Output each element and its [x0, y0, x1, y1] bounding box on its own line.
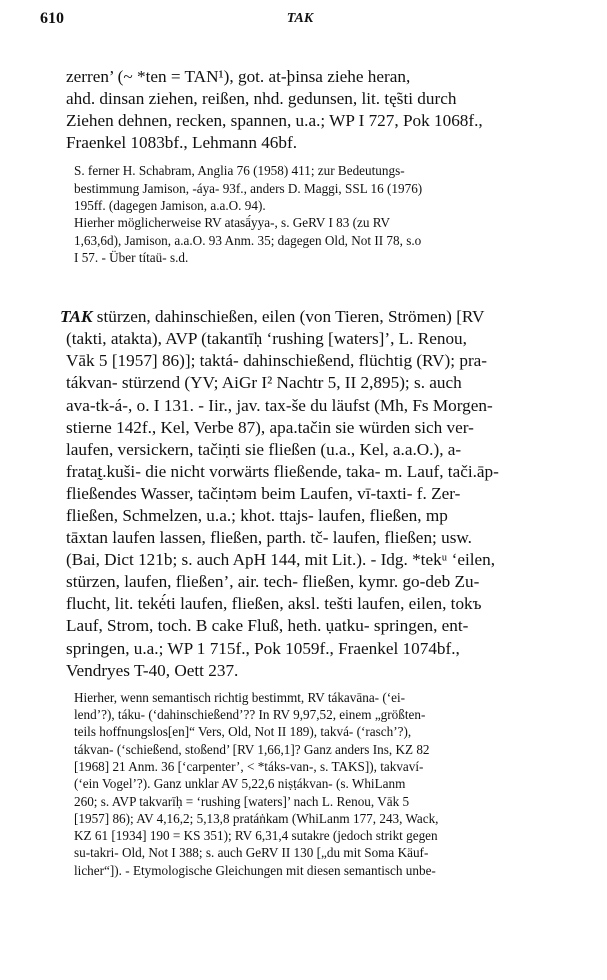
page-header — [40, 10, 560, 32]
small-print-note-2 — [74, 689, 558, 879]
note-line: (‘ein Vogel’?). Ganz unklar AV 5,22,6 niṣṭákvan- (s. WhiLanm — [74, 776, 406, 792]
page-body — [60, 66, 558, 879]
entry-line: ava-tk-á-, o. I 131. - Iir., jav. tax-še du läufst (Mh, Fs Morgen- — [66, 395, 493, 415]
note-line: su-takri- Old, Not I 388; s. auch GeRV II 130 [„du mit Soma Käuf- — [74, 845, 429, 861]
entry-line: Vāk 5 [1957] 86)]; taktá- dahinschießend, flüchtig (RV); pra- — [66, 351, 488, 371]
note-line: [1957] 86); AV 4,16,2; 5,13,8 pratáṅkam (WhiLanm 177, 243, Wack, — [74, 810, 439, 826]
note-line: lend’?), táku- (‘dahinschießend’?? In RV 9,97,52, einem „größten- — [74, 707, 426, 723]
running-head: TAK — [286, 11, 314, 26]
headword: TAK — [60, 307, 93, 327]
entry-line: Vendryes T-40, Oett 237. — [66, 660, 239, 680]
entry-line: (Bai, Dict 121b; s. auch ApH 144, mit Lit.). - Idg. *tekᵘ ‘eilen, — [66, 550, 496, 570]
note-line: KZ 61 [1934] 190 = KS 351); RV 6,31,4 sutakre (jedoch strikt gegen — [74, 828, 438, 844]
entry-line: Lauf, Strom, toch. B cake Fluß, heth. ụatku- springen, ent- — [66, 616, 469, 636]
dictionary-entry-tak — [60, 306, 558, 682]
entry-line: fließen, Schmelzen, u.a.; khot. ttajs- laufen, fließen, mp — [66, 506, 448, 525]
text-line: zerren’ (~ *ten = TAN¹), got. at-þinsa ziehe heran, — [66, 67, 411, 86]
small-print-note — [74, 162, 558, 266]
text-line: ahd. dinsan ziehen, reißen, nhd. gedunsen, lit. tę̃sti durch — [66, 89, 457, 109]
note-line: Hierher, wenn semantisch richtig bestimmt, RV tákavāna- (‘ei- — [74, 689, 406, 705]
entry-line: (takti, atakta), AVP (takantīḥ ‘rushing [waters]’, L. Renou, — [66, 329, 467, 349]
entry-line: tāxtan laufen lassen, fließen, parth. tč- laufen, fließen; usw. — [66, 528, 472, 548]
entry-line: springen, u.a.; WP 1 715f., Pok 1059f., Fraenkel 1074bf., — [66, 638, 460, 658]
note-line: I 57. - Über títaü- s.d. — [74, 249, 189, 265]
entry-line: stierne 142f., Kel, Verbe 87), apa.tačin sie würden sich ver- — [66, 417, 474, 437]
note-line: 195ff. (dagegen Jamison, a.a.O. 94). — [74, 197, 266, 213]
note-line: [1968] 21 Anm. 36 [‘carpenter’, < *táks-van-, s. TAKS]), takvaví- — [74, 758, 424, 774]
entry-line: laufen, versickern, tačiṇti sie fließen (u.a., Kel, a.a.O.), a- — [66, 439, 462, 459]
note-line: licher“]). - Etymologische Gleichungen mit diesen semantisch unbe- — [74, 862, 436, 878]
entry-first-line — [60, 306, 558, 328]
entry-line: tákvan- stürzend (YV; AiGr I² Nachtr 5, II 2,895); s. auch — [66, 373, 462, 393]
note-line: S. ferner H. Schabram, Anglia 76 (1958) 411; zur Bedeutungs- — [74, 163, 405, 179]
entry-continuation — [66, 66, 558, 154]
note-line: 1,63,6d), Jamison, a.a.O. 93 Anm. 35; dagegen Old, Not II 78, s.o — [74, 232, 422, 248]
entry-line: flucht, lit. tekė́ti laufen, fließen, aksl. tešti laufen, eilen, tokъ — [66, 594, 482, 614]
note-line: teils hoffnungslos[en]“ Vers, Old, Not II 189), takvá- (‘rasch’?), — [74, 724, 412, 740]
note-line: tákvan- (‘schießend, stoßend’ [RV 1,66,1]? Ganz anders Ins, KZ 82 — [74, 741, 430, 757]
text-line: Fraenkel 1083bf., Lehmann 46bf. — [66, 133, 298, 153]
page-number: 610 — [40, 10, 64, 27]
entry-line: stürzen, laufen, fließen’, air. tech- fließen, kymr. go-deb Zu- — [66, 572, 480, 592]
note-line: 260; s. AVP takvarīḥ = ‘rushing [waters]’ nach L. Renou, Vāk 5 — [74, 793, 410, 809]
entry-line: fratat̰.kuši- die nicht vorwärts fließende, taka- m. Lauf, tači.āp- — [66, 461, 499, 481]
entry-line-text: stürzen, dahinschießen, eilen (von Tieren, Strömen) [RV — [92, 307, 485, 327]
note-line: Hierher möglicherweise RV atasā́yya-, s. GeRV I 83 (zu RV — [74, 215, 391, 231]
text-line: Ziehen dehnen, recken, spannen, u.a.; WP I 727, Pok 1068f., — [66, 111, 483, 131]
entry-line: fließendes Wasser, tačiṇtəm beim Laufen, vī-taxti- f. Zer- — [66, 483, 461, 503]
note-line: bestimmung Jamison, -áya- 93f., anders D. Maggi, SSL 16 (1976) — [74, 180, 423, 196]
